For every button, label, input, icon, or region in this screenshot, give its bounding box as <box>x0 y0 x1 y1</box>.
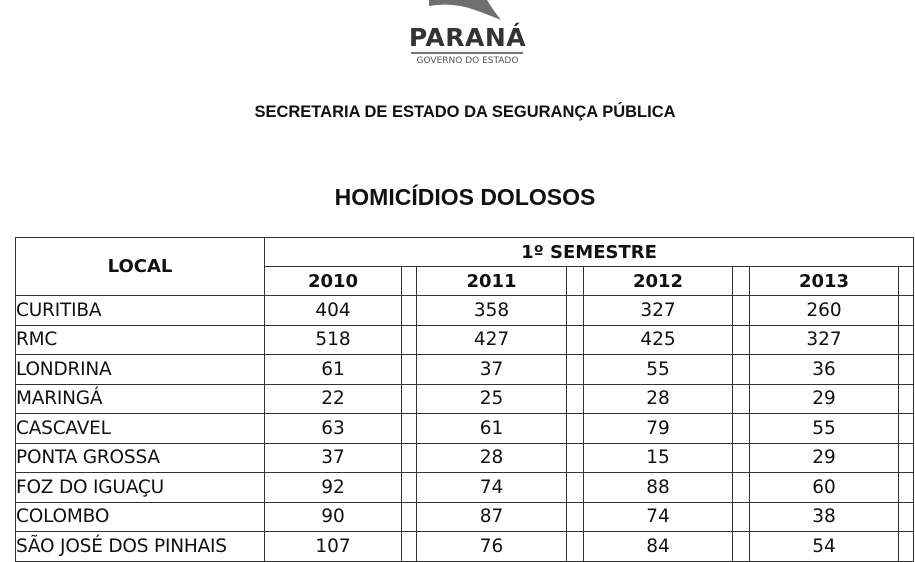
spacer-cell <box>899 296 914 326</box>
local-cell: FOZ DO IGUAÇU <box>16 473 265 503</box>
spacer-cell <box>733 384 750 414</box>
value-cell: 88 <box>584 473 733 503</box>
spacer-cell <box>567 267 584 296</box>
spacer-cell <box>733 325 750 355</box>
table-row <box>16 502 914 532</box>
spacer-cell <box>402 355 417 385</box>
value-cell: 37 <box>265 443 402 473</box>
spacer-cell <box>733 267 750 296</box>
spacer-cell <box>899 443 914 473</box>
value-cell: 358 <box>417 296 567 326</box>
value-cell: 92 <box>265 473 402 503</box>
spacer-cell <box>899 414 914 444</box>
value-cell: 79 <box>584 414 733 444</box>
column-header-period: 1º SEMESTRE <box>265 238 914 267</box>
value-cell: 25 <box>417 384 567 414</box>
local-cell: CURITIBA <box>16 296 265 326</box>
value-cell: 28 <box>584 384 733 414</box>
value-cell: 37 <box>417 355 567 385</box>
spacer-cell <box>733 532 750 562</box>
value-cell: 74 <box>584 502 733 532</box>
table-row <box>16 325 914 355</box>
column-header-local: LOCAL <box>16 238 265 296</box>
value-cell: 87 <box>417 502 567 532</box>
spacer-cell <box>567 384 584 414</box>
spacer-cell <box>567 325 584 355</box>
value-cell: 107 <box>265 532 402 562</box>
spacer-cell <box>567 296 584 326</box>
spacer-cell <box>402 267 417 296</box>
table-row <box>16 296 914 326</box>
spacer-cell <box>899 267 914 296</box>
page-title: HOMICÍDIOS DOLOSOS <box>334 184 596 210</box>
spacer-cell <box>402 384 417 414</box>
local-cell: SÃO JOSÉ DOS PINHAIS <box>16 532 265 562</box>
value-cell: 427 <box>417 325 567 355</box>
value-cell: 22 <box>265 384 402 414</box>
local-cell: LONDRINA <box>16 355 265 385</box>
table-row <box>16 355 914 385</box>
value-cell: 61 <box>265 355 402 385</box>
value-cell: 15 <box>584 443 733 473</box>
spacer-cell <box>402 443 417 473</box>
value-cell: 29 <box>750 384 899 414</box>
logo-divider <box>411 52 523 54</box>
spacer-cell <box>899 502 914 532</box>
value-cell: 327 <box>584 296 733 326</box>
department-heading: SECRETARIA DE ESTADO DA SEGURANÇA PÚBLICA <box>254 103 676 121</box>
value-cell: 29 <box>750 443 899 473</box>
local-cell: COLOMBO <box>16 502 265 532</box>
value-cell: 90 <box>265 502 402 532</box>
column-header-year: 2013 <box>750 267 899 296</box>
value-cell: 54 <box>750 532 899 562</box>
spacer-cell <box>567 473 584 503</box>
parana-logo <box>405 0 530 70</box>
table-row <box>16 384 914 414</box>
local-cell: MARINGÁ <box>16 384 265 414</box>
column-header-year: 2010 <box>265 267 402 296</box>
value-cell: 327 <box>750 325 899 355</box>
table-row <box>16 532 914 562</box>
logo-name: PARANÁ <box>408 23 527 52</box>
spacer-cell <box>402 502 417 532</box>
spacer-cell <box>899 532 914 562</box>
column-header-year: 2011 <box>417 267 567 296</box>
spacer-cell <box>733 296 750 326</box>
parana-wing-icon <box>423 0 513 22</box>
value-cell: 28 <box>417 443 567 473</box>
value-cell: 404 <box>265 296 402 326</box>
table-row <box>16 443 914 473</box>
spacer-cell <box>402 325 417 355</box>
value-cell: 63 <box>265 414 402 444</box>
spacer-cell <box>402 414 417 444</box>
spacer-cell <box>402 532 417 562</box>
spacer-cell <box>567 355 584 385</box>
spacer-cell <box>899 325 914 355</box>
spacer-cell <box>899 384 914 414</box>
local-cell: RMC <box>16 325 265 355</box>
value-cell: 425 <box>584 325 733 355</box>
table-row <box>16 473 914 503</box>
value-cell: 518 <box>265 325 402 355</box>
value-cell: 61 <box>417 414 567 444</box>
spacer-cell <box>733 473 750 503</box>
spacer-cell <box>567 443 584 473</box>
spacer-cell <box>899 473 914 503</box>
spacer-cell <box>567 532 584 562</box>
column-header-year: 2012 <box>584 267 733 296</box>
spacer-cell <box>899 355 914 385</box>
value-cell: 76 <box>417 532 567 562</box>
table-body <box>16 296 914 562</box>
value-cell: 36 <box>750 355 899 385</box>
value-cell: 84 <box>584 532 733 562</box>
value-cell: 38 <box>750 502 899 532</box>
table-row <box>16 414 914 444</box>
homicide-table <box>15 237 914 562</box>
value-cell: 55 <box>584 355 733 385</box>
local-cell: CASCAVEL <box>16 414 265 444</box>
spacer-cell <box>733 414 750 444</box>
value-cell: 260 <box>750 296 899 326</box>
spacer-cell <box>733 443 750 473</box>
spacer-cell <box>733 355 750 385</box>
value-cell: 74 <box>417 473 567 503</box>
spacer-cell <box>733 502 750 532</box>
spacer-cell <box>402 473 417 503</box>
spacer-cell <box>567 502 584 532</box>
spacer-cell <box>402 296 417 326</box>
spacer-cell <box>567 414 584 444</box>
logo-subtitle: GOVERNO DO ESTADO <box>416 56 519 66</box>
local-cell: PONTA GROSSA <box>16 443 265 473</box>
value-cell: 55 <box>750 414 899 444</box>
value-cell: 60 <box>750 473 899 503</box>
